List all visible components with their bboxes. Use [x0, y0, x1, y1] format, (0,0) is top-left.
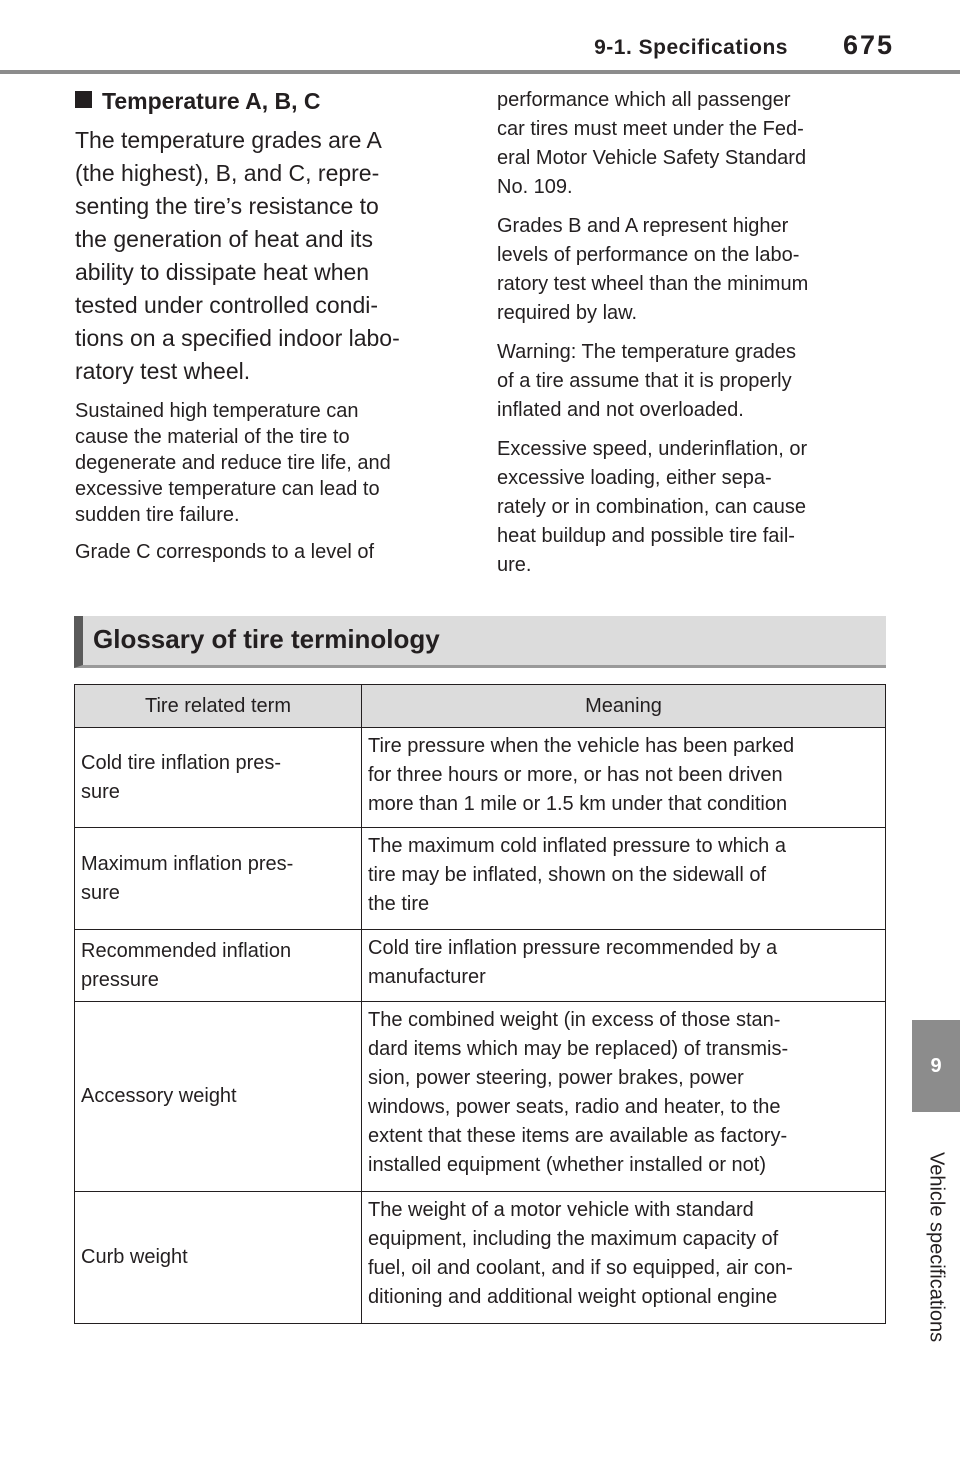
term-cell: Cold tire inflation pres- sure: [75, 728, 362, 828]
section-heading-bar: [74, 616, 886, 668]
column-header-meaning: Meaning: [362, 685, 886, 728]
term-cell: Maximum inflation pres- sure: [75, 828, 362, 930]
subsection-heading-text: Temperature A, B, C: [102, 88, 321, 114]
paragraph-grade-c: Grade C corresponds to a level of: [75, 541, 375, 563]
table-row: [75, 728, 886, 828]
table-row: [75, 930, 886, 1002]
glossary-table: [74, 684, 886, 1324]
paragraph-excessive-speed: Excessive speed, underinflation, or excessive loading, either sepa- rately or in combination, can cause heat buildup and possible tire fail- ure.: [497, 438, 808, 576]
column-header-term: Tire related term: [75, 685, 362, 728]
term-cell: Curb weight: [75, 1192, 362, 1324]
paragraph-grade-c-continued: performance which all passenger car tires must meet under the Fed- eral Motor Vehicle Safety Standard No. 109.: [497, 89, 807, 198]
chapter-tab-label: [912, 1122, 960, 1372]
meaning-cell: Tire pressure when the vehicle has been parked for three hours or more, or has not been driven more than 1 mile or 1.5 km under that condition: [362, 728, 886, 828]
table-row: [75, 828, 886, 930]
right-column: [497, 86, 887, 590]
paragraph-warning: Warning: The temperature grades of a tire assume that it is properly inflated and not overloaded.: [497, 341, 797, 421]
term-cell: Recommended inflation pressure: [75, 930, 362, 1002]
left-column: [75, 86, 455, 577]
subsection-heading: [75, 86, 455, 116]
meaning-cell: The combined weight (in excess of those stan- dard items which may be replaced) of transmis- sion, power steering, power brakes, power windows, power seats, radio and heater, to the extent that these items are available as factory- installed equipment (whether installed or not): [362, 1002, 886, 1192]
lead-paragraph: The temperature grades are A (the highest), B, and C, repre- senting the tire’s resistance to the generation of heat and its ability to dissipate heat when tested under controlled condi- tions on a specified indoor labo- ratory test wheel.: [75, 127, 400, 384]
paragraph-sustained-temperature: Sustained high temperature can cause the material of the tire to degenerate and reduce tire life, and excessive temperature can lead to sudden tire failure.: [75, 400, 391, 526]
page-number: 675: [842, 30, 894, 60]
chapter-label: Vehicle specifications: [925, 1151, 948, 1343]
section-heading: Glossary of tire terminology: [93, 624, 440, 654]
table-header-row: [75, 685, 886, 728]
meaning-cell: The weight of a motor vehicle with standard equipment, including the maximum capacity of fuel, oil and coolant, and if so equipped, air con- ditioning and additional weight optional engine: [362, 1192, 886, 1324]
term-cell: Accessory weight: [75, 1002, 362, 1192]
square-bullet-icon: [75, 91, 92, 108]
header-divider: [0, 70, 960, 74]
section-title-header: 9-1. Specifications: [594, 36, 788, 59]
paragraph-grades-b-a: Grades B and A represent higher levels of performance on the labo- ratory test wheel than the minimum required by law.: [497, 215, 809, 324]
meaning-cell: Cold tire inflation pressure recommended by a manufacturer: [362, 930, 886, 1002]
chapter-tab[interactable]: [912, 1020, 960, 1112]
chapter-number: 9: [930, 1054, 942, 1077]
table-row: [75, 1002, 886, 1192]
page-header: [0, 0, 960, 80]
meaning-cell: The maximum cold inflated pressure to which a tire may be inflated, shown on the sidewall of the tire: [362, 828, 886, 930]
table-row: [75, 1192, 886, 1324]
